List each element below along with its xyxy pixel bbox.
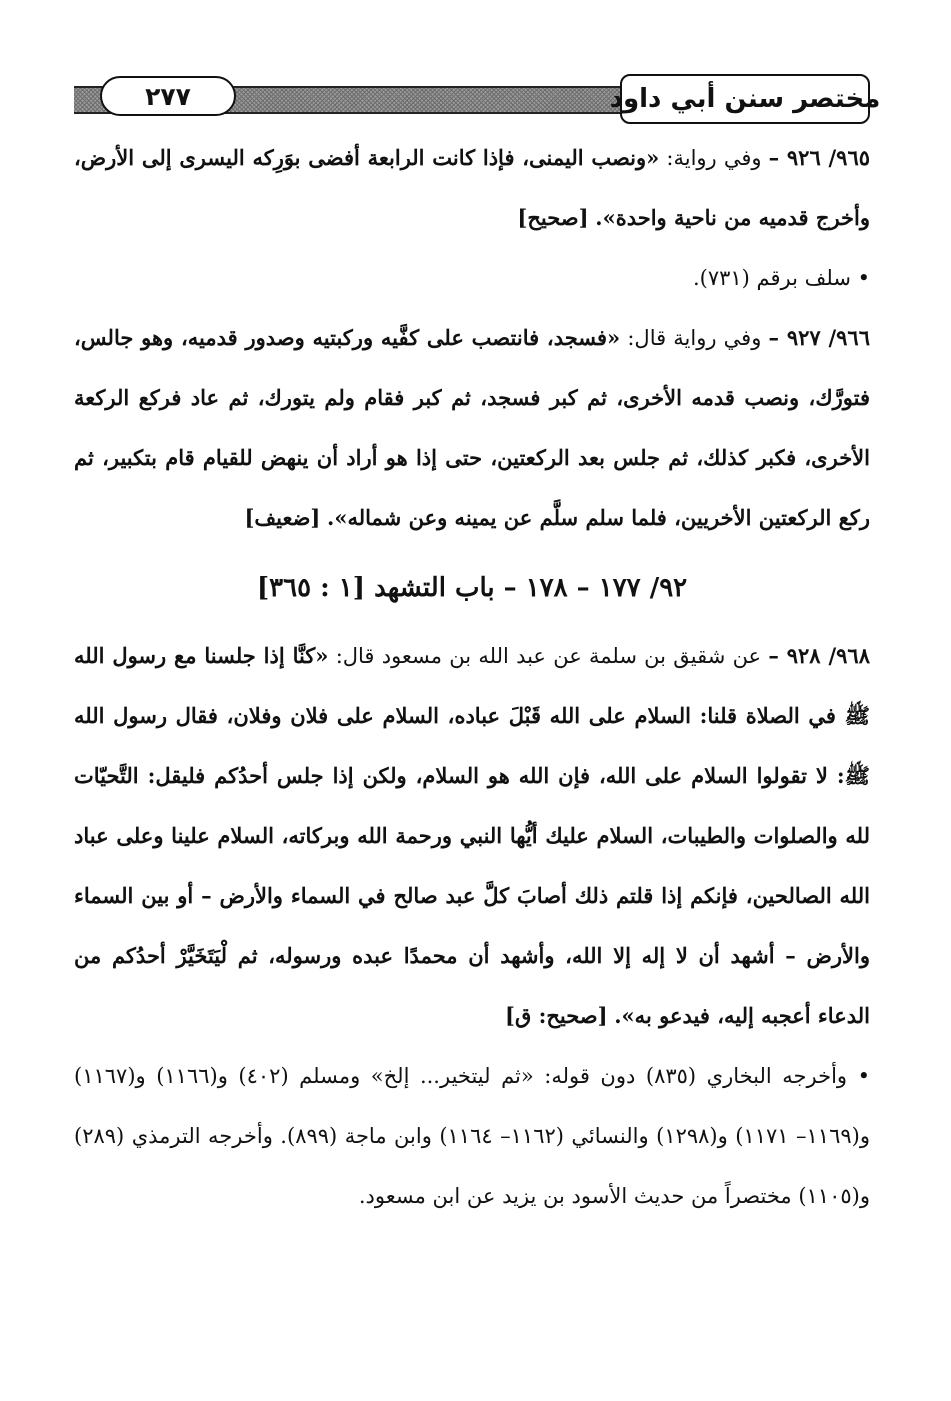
hadith-note: • سلف برقم (٧٣١). bbox=[692, 266, 870, 290]
hadith-grade: [ضعيف] bbox=[244, 505, 321, 530]
hadith-entry bbox=[74, 308, 870, 548]
hadith-intro: وفي رواية قال: bbox=[627, 326, 762, 350]
chapter-heading: ٩٢/ ١٧٧ – ١٧٨ – باب التشهد [١ : ٣٦٥] bbox=[256, 573, 688, 603]
hadith-entry bbox=[74, 626, 870, 1046]
hadith-text: «كنَّا إذا جلسنا مع رسول الله ﷺ في الصلاة قلنا: السلام على الله قَبْلَ عباده، السلام على فلان وفلان، فقال رسول الله ﷺ: لا تقولوا السلام على الله، فإن الله هو السلام، ولكن إذا جلس أحدُكم فليقل: التَّحيّات لله والصلوات والطيبات، السلام عليك أيُّها النبي ورحمة الله وبركاته، السلام علينا وعلى عباد الله الصالحين، فإنكم إذا قلتم ذلك أصابَ كلَّ عبد صالح في السماء والأرض – أو بين السماء والأرض – أشهد أن لا إله إلا الله، وأشهد أن محمدًا عبده ورسوله، ثم لْيَتَخَيَّرْ أحدُكم من الدعاء أعجبه إليه، فيدعو به». bbox=[74, 643, 870, 1028]
hadith-number: ٩٦٨/ ٩٢٨ – bbox=[768, 643, 870, 668]
page-content bbox=[74, 128, 870, 1226]
hadith-text: «فسجد، فانتصب على كفَّيه وركبتيه وصدور قدميه، وهو جالس، فتورَّك، ونصب قدمه الأخرى، ثم كبر فسجد، ثم كبر فقام ولم يتورك، ثم عاد فركع الركعة الأخرى، فكبر كذلك، ثم جلس بعد الركعتين، حتى إذا هو أراد أن ينهض للقيام قام بتكبير، ثم ركع الركعتين الأخريين، فلما سلم سلَّم عن يمينه وعن شماله». bbox=[74, 325, 870, 530]
hadith-intro: عن شقيق بن سلمة عن عبد الله بن مسعود قال: bbox=[335, 644, 762, 668]
hadith-grade: [صحيح] bbox=[517, 205, 589, 230]
hadith-number: ٩٦٦/ ٩٢٧ – bbox=[768, 325, 870, 350]
book-title: مختصر سنن أبي داود bbox=[620, 74, 870, 124]
hadith-grade: [صحيح: ق] bbox=[505, 1003, 608, 1028]
hadith-entry bbox=[74, 128, 870, 248]
hadith-text: «ونصب اليمنى، فإذا كانت الرابعة أفضى بوَرِكه اليسرى إلى الأرض، وأخرج قدميه من ناحية واحدة». bbox=[74, 145, 870, 230]
page-number: ٢٧٧ bbox=[100, 76, 236, 116]
hadith-number: ٩٦٥/ ٩٢٦ – bbox=[768, 145, 871, 170]
hadith-note: • وأخرجه البخاري (٨٣٥) دون قوله: «ثم ليتخير... إلخ» ومسلم (٤٠٢) و(١١٦٦) و(١١٦٧) و(١١٦٩– ١١٧١) و(١٢٩٨) والنسائي (١١٦٢– ١١٦٤) وابن ماجة (٨٩٩). وأخرجه الترمذي (٢٨٩) و(١١٠٥) مختصراً من حديث الأسود بن يزيد عن ابن مسعود. bbox=[74, 1064, 871, 1208]
running-header bbox=[74, 66, 881, 126]
hadith-intro: وفي رواية: bbox=[666, 146, 762, 170]
